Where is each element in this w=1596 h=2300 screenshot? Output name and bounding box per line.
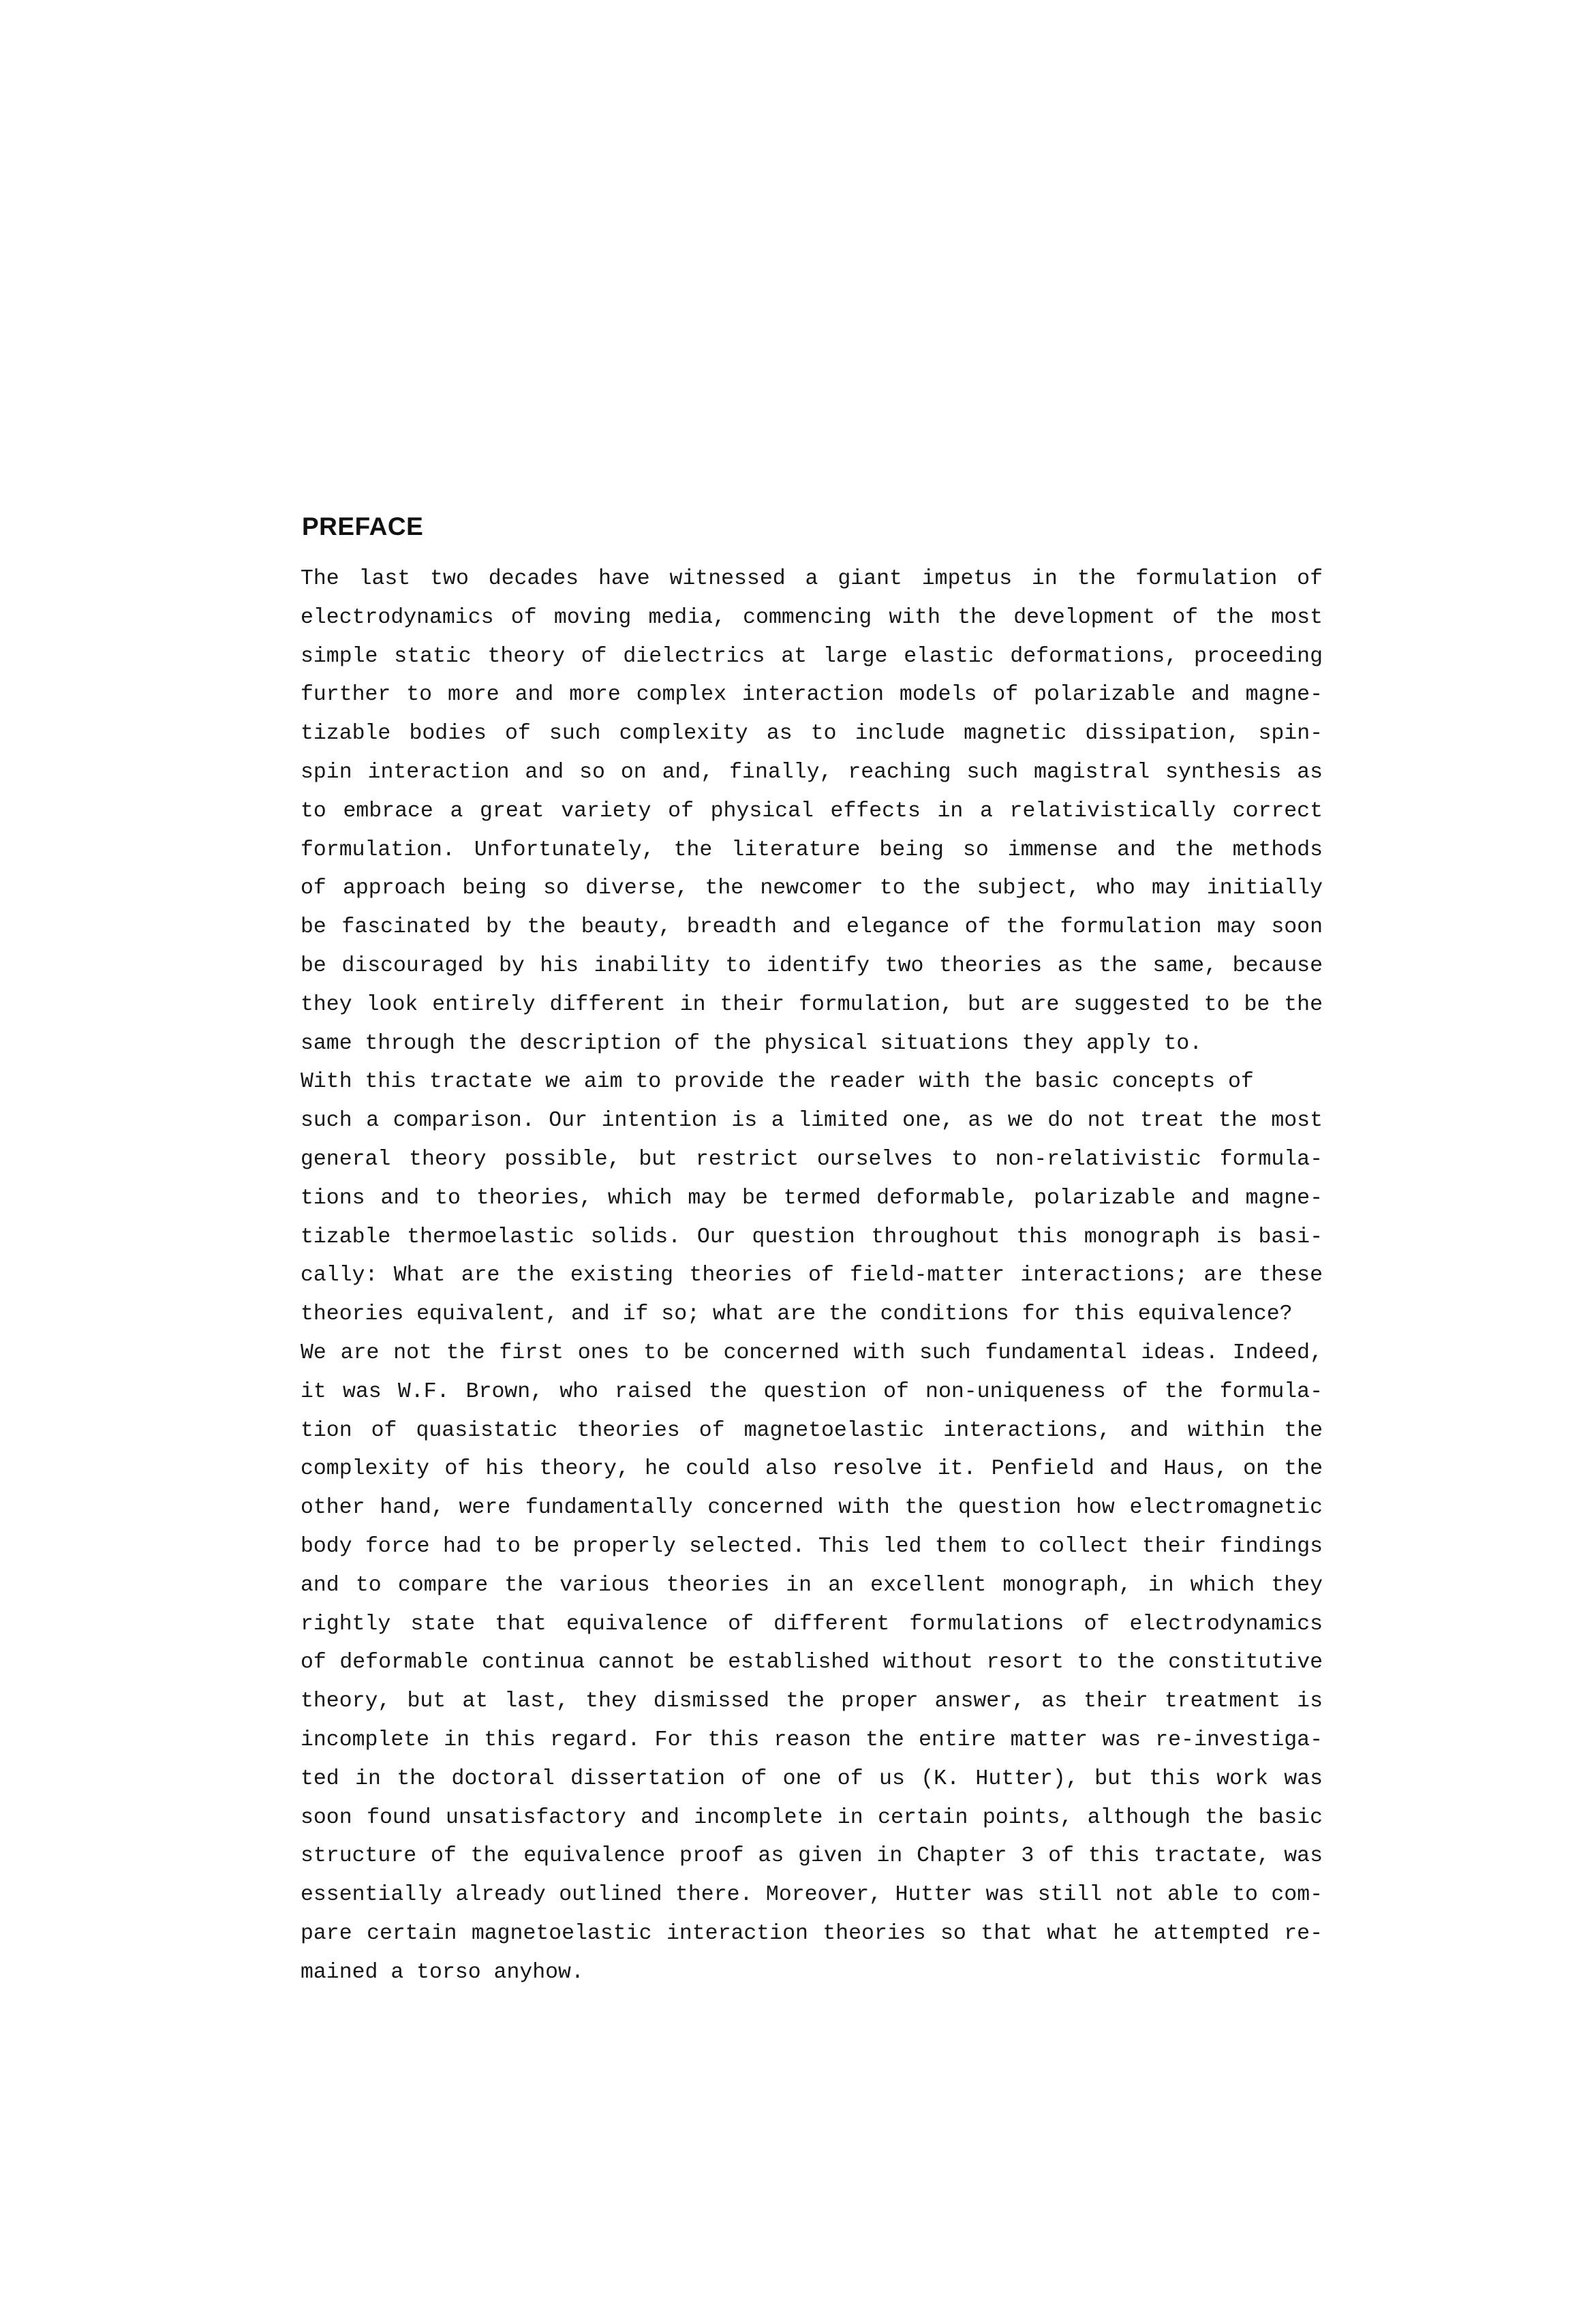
text-line: formulation. Unfortunately, the literature being so immense and the methods — [301, 838, 1323, 862]
text-line: body force had to be properly selected. This led them to collect their findings — [301, 1534, 1323, 1559]
text-line: We are not the first ones to be concerned with such fundamental ideas. Indeed, — [301, 1340, 1323, 1365]
text-line: other hand, were fundamentally concerned with the question how electromagnetic — [301, 1496, 1323, 1520]
text-line: be fascinated by the beauty, breadth and elegance of the formulation may soon — [301, 915, 1323, 940]
text-line: ted in the doctoral dissertation of one of us (K. Hutter), but this work was — [301, 1766, 1323, 1791]
text-line: pare certain magnetoelastic interaction theories so that what he attempted re- — [301, 1921, 1323, 1946]
text-line: same through the description of the physical situations they apply to. — [301, 1031, 1203, 1056]
text-line: they look entirely different in their formulation, but are suggested to be the — [301, 992, 1323, 1017]
text-line: tions and to theories, which may be termed deformable, polarizable and magne- — [301, 1186, 1323, 1210]
text-line: it was W.F. Brown, who raised the question of non-uniqueness of the formula- — [301, 1379, 1323, 1404]
text-line: be discouraged by his inability to identify two theories as the same, because — [301, 953, 1323, 978]
text-line: incomplete in this regard. For this reason the entire matter was re-investiga- — [301, 1728, 1323, 1752]
text-line: general theory possible, but restrict ourselves to non-relativistic formula- — [301, 1147, 1323, 1171]
text-line: tion of quasistatic theories of magnetoelastic interactions, and within the — [301, 1418, 1323, 1443]
text-line: of approach being so diverse, the newcomer to the subject, who may initially — [301, 876, 1323, 901]
page-title: PREFACE — [302, 512, 424, 540]
text-line: further to more and more complex interaction models of polarizable and magne- — [301, 683, 1323, 707]
text-line: complexity of his theory, he could also resolve it. Penfield and Haus, on the — [301, 1457, 1323, 1482]
text-line: soon found unsatisfactory and incomplete in certain points, although the basic — [301, 1805, 1323, 1830]
preface-body — [301, 560, 1323, 1992]
text-line: mained a torso anyhow. — [301, 1960, 584, 1984]
text-line: structure of the equivalence proof as given in Chapter 3 of this tractate, was — [301, 1844, 1323, 1869]
text-line: such a comparison. Our intention is a limited one, as we do not treat the most — [301, 1109, 1323, 1133]
text-line: and to compare the various theories in an excellent monograph, in which they — [301, 1573, 1323, 1597]
text-line: spin interaction and so on and, finally, reaching such magistral synthesis as — [301, 760, 1323, 784]
text-line: to embrace a great variety of physical effects in a relativistically correct — [301, 799, 1323, 823]
text-line: theories equivalent, and if so; what are the conditions for this equivalence? — [301, 1302, 1293, 1327]
text-line: theory, but at last, they dismissed the proper answer, as their treatment is — [301, 1689, 1323, 1714]
text-line: essentially already outlined there. Moreover, Hutter was still not able to com- — [301, 1883, 1323, 1907]
text-line: With this tractate we aim to provide the reader with the basic concepts of — [301, 1070, 1254, 1094]
text-line: tizable bodies of such complexity as to include magnetic dissipation, spin- — [301, 722, 1323, 746]
text-line: cally: What are the existing theories of field-matter interactions; are these — [301, 1263, 1323, 1288]
text-line: rightly state that equivalence of different formulations of electrodynamics — [301, 1612, 1323, 1636]
text-line: The last two decades have witnessed a giant impetus in the formulation of — [301, 567, 1323, 591]
text-line: electrodynamics of moving media, commencing with the development of the most — [301, 605, 1323, 630]
text-line: simple static theory of dielectrics at large elastic deformations, proceeding — [301, 644, 1323, 669]
text-line: of deformable continua cannot be established without resort to the constitutive — [301, 1651, 1323, 1675]
text-line: tizable thermoelastic solids. Our question throughout this monograph is basi- — [301, 1225, 1323, 1249]
